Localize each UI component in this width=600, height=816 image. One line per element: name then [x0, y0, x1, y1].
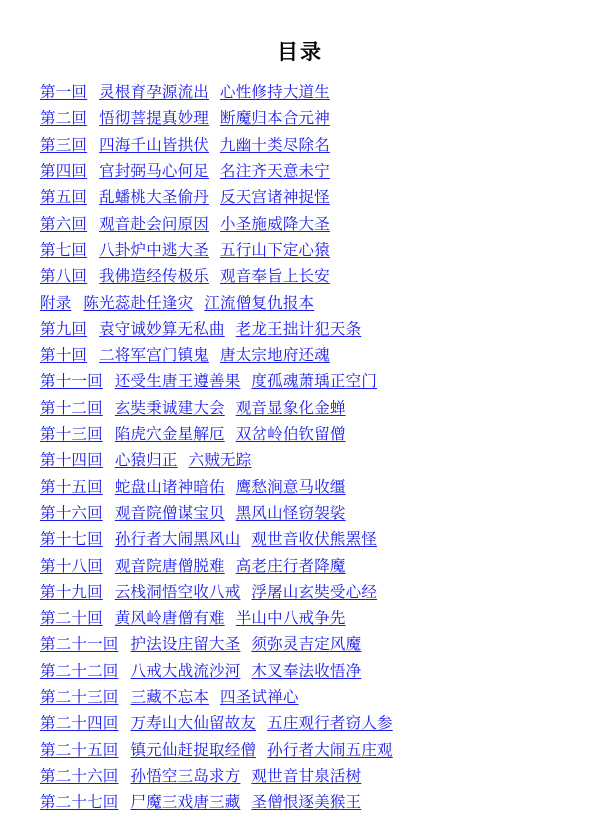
- toc-entry-title-first: 孙悟空三岛求方: [130, 766, 241, 785]
- toc-entry-title-first: 还受生唐王遵善果: [114, 372, 241, 391]
- toc-entry-title-first: 乱蟠桃大圣偷丹: [99, 188, 210, 207]
- toc-entry-title-first: 玄奘秉诚建大会: [114, 398, 225, 417]
- toc-entry-number: 第十三回: [40, 425, 103, 444]
- toc-entry-number: 第二十二回: [40, 661, 119, 680]
- toc-entry-title-second: 心性修持大道生: [220, 83, 330, 102]
- toc-entry-number: 第十四回: [40, 451, 103, 470]
- toc-entry-title-first: 孙行者大闹黑风山: [114, 530, 241, 549]
- toc-entry-number: 第十二回: [40, 398, 103, 417]
- toc-entry-title-second: 鹰愁涧意马收缰: [235, 477, 346, 496]
- toc-entry-title-second: 半山中八戒争先: [235, 609, 346, 628]
- toc-entry-title-first: 护法设庄留大圣: [130, 635, 241, 654]
- toc-entry-link[interactable]: [40, 658, 600, 684]
- toc-entry-title-first: 心猿归正: [114, 451, 178, 470]
- toc-entry-link[interactable]: [40, 342, 600, 368]
- toc-entry-title-first: 观音院僧谋宝贝: [114, 503, 225, 522]
- toc-entry-title-second: 木叉奉法收悟净: [251, 661, 362, 680]
- toc-entry-title-first: 我佛造经传极乐: [99, 267, 210, 286]
- toc-entry-title-first: 观音赴会问原因: [99, 214, 210, 233]
- toc-entry-link[interactable]: [40, 631, 600, 657]
- toc-entry-title-second: 九幽十类尽除名: [220, 135, 330, 154]
- toc-entry-title-first: 云栈洞悟空收八戒: [114, 582, 241, 601]
- toc-entry-title-second: 度孤魂萧瑀正空门: [251, 372, 378, 391]
- toc-entry-link[interactable]: [40, 316, 600, 342]
- toc-entry-number: 第十七回: [40, 530, 103, 549]
- toc-entry-title-second: 孙行者大闹五庄观: [267, 740, 393, 759]
- toc-entry-title-second: 反天宫诸神捉怪: [220, 188, 330, 207]
- toc-entry-number: 第二十回: [40, 609, 103, 628]
- toc-entry-number: 第六回: [40, 214, 88, 233]
- toc-entry-number: 第二回: [40, 109, 88, 128]
- toc-entry-title-first: 陷虎穴金星解厄: [114, 425, 225, 444]
- toc-entry-title-second: 小圣施威降大圣: [220, 214, 330, 233]
- toc-entry-title-second: 须弥灵吉定风魔: [251, 635, 362, 654]
- toc-entry-link[interactable]: [40, 184, 600, 210]
- toc-entry-title-second: 六贼无踪: [188, 451, 252, 470]
- toc-entry-number: 第十六回: [40, 503, 103, 522]
- toc-entry-number: 附录: [40, 293, 72, 312]
- toc-entry-number: 第十八回: [40, 556, 103, 575]
- toc-entry-title-first: 灵根育孕源流出: [99, 83, 210, 102]
- toc-entry-title-second: 五行山下定心猿: [220, 240, 330, 259]
- toc-entry-number: 第二十四回: [40, 714, 119, 733]
- toc-entry-title-first: 悟彻菩提真妙理: [99, 109, 210, 128]
- toc-entry-link[interactable]: [40, 526, 600, 552]
- toc-entry-title-second: 高老庄行者降魔: [235, 556, 346, 575]
- toc-entry-title-second: 江流僧复仇报本: [204, 293, 315, 312]
- toc-entry-title-second: 四圣试禅心: [220, 688, 299, 707]
- toc-entry-title-first: 四海千山皆拱伏: [99, 135, 210, 154]
- toc-entry-number: 第二十六回: [40, 766, 119, 785]
- toc-entry-title-second: 观音奉旨上长安: [220, 267, 330, 286]
- toc-entry-title-first: 官封弼马心何足: [99, 162, 210, 181]
- toc-entry-title-second: 断魔归本合元神: [220, 109, 330, 128]
- toc-entry-number: 第八回: [40, 267, 88, 286]
- toc-entry-link[interactable]: [40, 500, 600, 526]
- toc-entry-title-first: 八戒大战流沙河: [130, 661, 241, 680]
- toc-entry-title-first: 尸魔三戏唐三藏: [130, 793, 241, 812]
- toc-entry-title-second: 老龙王拙计犯天条: [235, 319, 362, 338]
- toc-entry-link[interactable]: [40, 132, 600, 158]
- toc-entry-link[interactable]: [40, 763, 600, 789]
- toc-entry-number: 第四回: [40, 162, 88, 181]
- toc-entry-number: 第十一回: [40, 372, 103, 391]
- toc-entry-link[interactable]: [40, 684, 600, 710]
- toc-entry-number: 第十九回: [40, 582, 103, 601]
- toc-entry-title-second: 黑风山怪窃袈裟: [235, 503, 346, 522]
- toc-entry-title-second: 五庄观行者窃人参: [267, 714, 393, 733]
- toc-entry-title-first: 观音院唐僧脱难: [114, 556, 225, 575]
- toc-entry-title-first: 镇元仙赶捉取经僧: [130, 740, 257, 759]
- toc-entry-title-second: 观音显象化金蝉: [235, 398, 346, 417]
- toc-entry-number: 第二十七回: [40, 793, 119, 812]
- toc-entry-link[interactable]: [40, 395, 600, 421]
- toc-entry-link[interactable]: [40, 421, 600, 447]
- toc-entry-link[interactable]: [40, 605, 600, 631]
- toc-entry-number: 第十回: [40, 346, 88, 365]
- toc-entry-title-second: 圣僧恨逐美猴王: [251, 793, 362, 812]
- toc-entry-link[interactable]: [40, 263, 600, 289]
- toc-entry-title-first: 八卦炉中逃大圣: [99, 240, 210, 259]
- toc-entry-title-first: 黄风岭唐僧有难: [114, 609, 225, 628]
- toc-entry-number: 第七回: [40, 240, 88, 259]
- toc-entry-number: 第二十五回: [40, 740, 119, 759]
- toc-entry-title-second: 观世音甘泉活树: [251, 766, 362, 785]
- toc-entry-link[interactable]: [40, 211, 600, 237]
- toc-entry-number: 第十五回: [40, 477, 103, 496]
- toc-entry-number: 第五回: [40, 188, 88, 207]
- toc-entry-title-second: 名注齐天意未宁: [220, 162, 330, 181]
- toc-entry-number: 第二十一回: [40, 635, 119, 654]
- toc-entry-link[interactable]: [40, 79, 600, 105]
- toc-entry-link[interactable]: [40, 158, 600, 184]
- toc-entry-title-first: 袁守诚妙算无私曲: [99, 319, 225, 338]
- toc-entry-link[interactable]: [40, 579, 600, 605]
- toc-entry-title-first: 三藏不忘本: [130, 688, 210, 707]
- toc-entry-link[interactable]: [40, 368, 600, 394]
- toc-entry-link[interactable]: [40, 553, 600, 579]
- toc-entry-title-first: 蛇盘山诸神暗佑: [114, 477, 225, 496]
- toc-entry-link[interactable]: [40, 789, 600, 815]
- toc-entry-link[interactable]: [40, 290, 600, 316]
- toc-entry-link[interactable]: [40, 710, 600, 736]
- toc-entry-link[interactable]: [40, 105, 600, 131]
- toc-entry-title-first: 陈光蕊赴任逢灾: [83, 293, 194, 312]
- toc-entry-number: 第三回: [40, 135, 88, 154]
- toc-entry-title-second: 观世音收伏熊罴怪: [251, 530, 378, 549]
- toc-entry-link[interactable]: [40, 474, 600, 500]
- toc-entry-link[interactable]: [40, 737, 600, 763]
- toc-entry-title-second: 唐太宗地府还魂: [220, 346, 330, 365]
- toc-entry-link[interactable]: [40, 447, 600, 473]
- page-title: 目录: [277, 40, 323, 64]
- toc-entry-number: 第二十三回: [40, 688, 119, 707]
- toc-entry-number: 第一回: [40, 83, 88, 102]
- toc-entry-title-first: 万寿山大仙留故友: [130, 714, 257, 733]
- toc-entry-title-first: 二将军宫门镇鬼: [99, 346, 210, 365]
- toc-entry-title-second: 浮屠山玄奘受心经: [251, 582, 378, 601]
- toc-entry-number: 第九回: [40, 319, 88, 338]
- toc-entry-title-second: 双岔岭伯钦留僧: [235, 425, 346, 444]
- toc-entry-link[interactable]: [40, 237, 600, 263]
- table-of-contents: [0, 79, 600, 815]
